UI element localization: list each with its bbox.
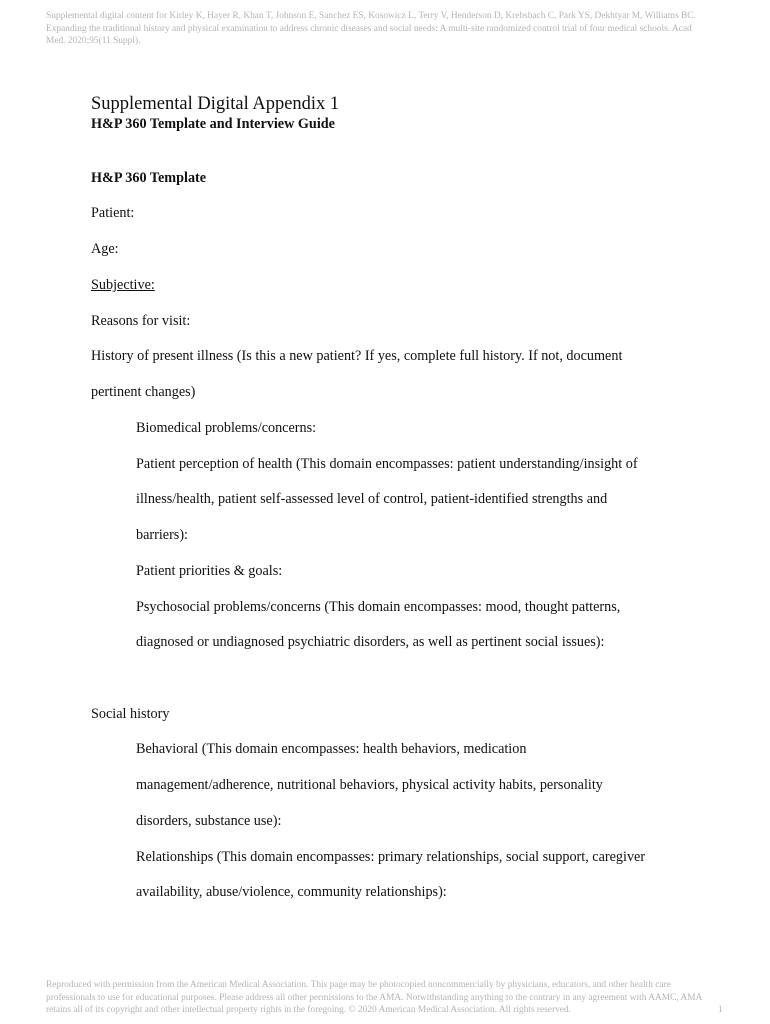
reasons-for-visit-label: Reasons for visit:: [91, 313, 191, 329]
psychosocial-problems-line: diagnosed or undiagnosed psychiatric disorders, as well as pertinent social issues):: [136, 634, 605, 650]
appendix-subtitle: H&P 360 Template and Interview Guide: [91, 116, 335, 132]
behavioral-line: Behavioral (This domain encompasses: health behaviors, medication: [136, 741, 527, 757]
perception-of-health-line: illness/health, patient self-assessed level of control, patient-identified strengths and: [136, 491, 608, 507]
hpi-line: History of present illness (Is this a new patient? If yes, complete full history. If not, document: [91, 348, 623, 364]
permission-footer: Reproduced with permission from the American Medical Association. This page may be photocopied noncommercially by physicians, educators, and other health care professionals to use for educational purposes. Please address all other permissions to the AMA. Notwithstanding anything to the contrary in any agreement with AAMC, AMA retains all of its copyright and other intellectual property rights in the foregoing. © 2020 American Medical Association. All rights reserved.: [46, 980, 702, 1016]
behavioral-line: disorders, substance use):: [136, 813, 282, 829]
age-label: Age:: [91, 241, 119, 257]
psychosocial-problems-line: Psychosocial problems/concerns (This domain encompasses: mood, thought patterns,: [136, 599, 621, 615]
appendix-title: Supplemental Digital Appendix 1: [91, 94, 340, 114]
citation-header: Supplemental digital content for Kirley K, Hayer R, Khan T, Johnson E, Sanchez ES, Kosowicz L, Terry V, Henderson D, Krebsbach C, Park YS, Dekhtyar M, Williams BC. Expanding the traditional history and physical examination to address chronic diseases and social needs: A multi-site randomized control trial of four medical schools. Acad Med. 2020;95(11 Suppl).: [46, 11, 696, 47]
template-heading: H&P 360 Template: [91, 170, 207, 186]
priorities-goals-label: Patient priorities & goals:: [136, 563, 283, 579]
relationships-line: Relationships (This domain encompasses: primary relationships, social support, caregiver: [136, 849, 646, 865]
behavioral-line: management/adherence, nutritional behaviors, physical activity habits, personality: [136, 777, 603, 793]
perception-of-health-line: barriers):: [136, 527, 188, 543]
subjective-heading: Subjective:: [91, 277, 155, 293]
biomedical-problems-label: Biomedical problems/concerns:: [136, 420, 317, 436]
page-number: 1: [718, 1005, 723, 1015]
social-history-heading: Social history: [91, 706, 170, 722]
hpi-line: pertinent changes): [91, 384, 196, 400]
relationships-line: availability, abuse/violence, community relationships):: [136, 884, 447, 900]
perception-of-health-line: Patient perception of health (This domain encompasses: patient understanding/insight of: [136, 456, 638, 472]
patient-label: Patient:: [91, 205, 135, 221]
